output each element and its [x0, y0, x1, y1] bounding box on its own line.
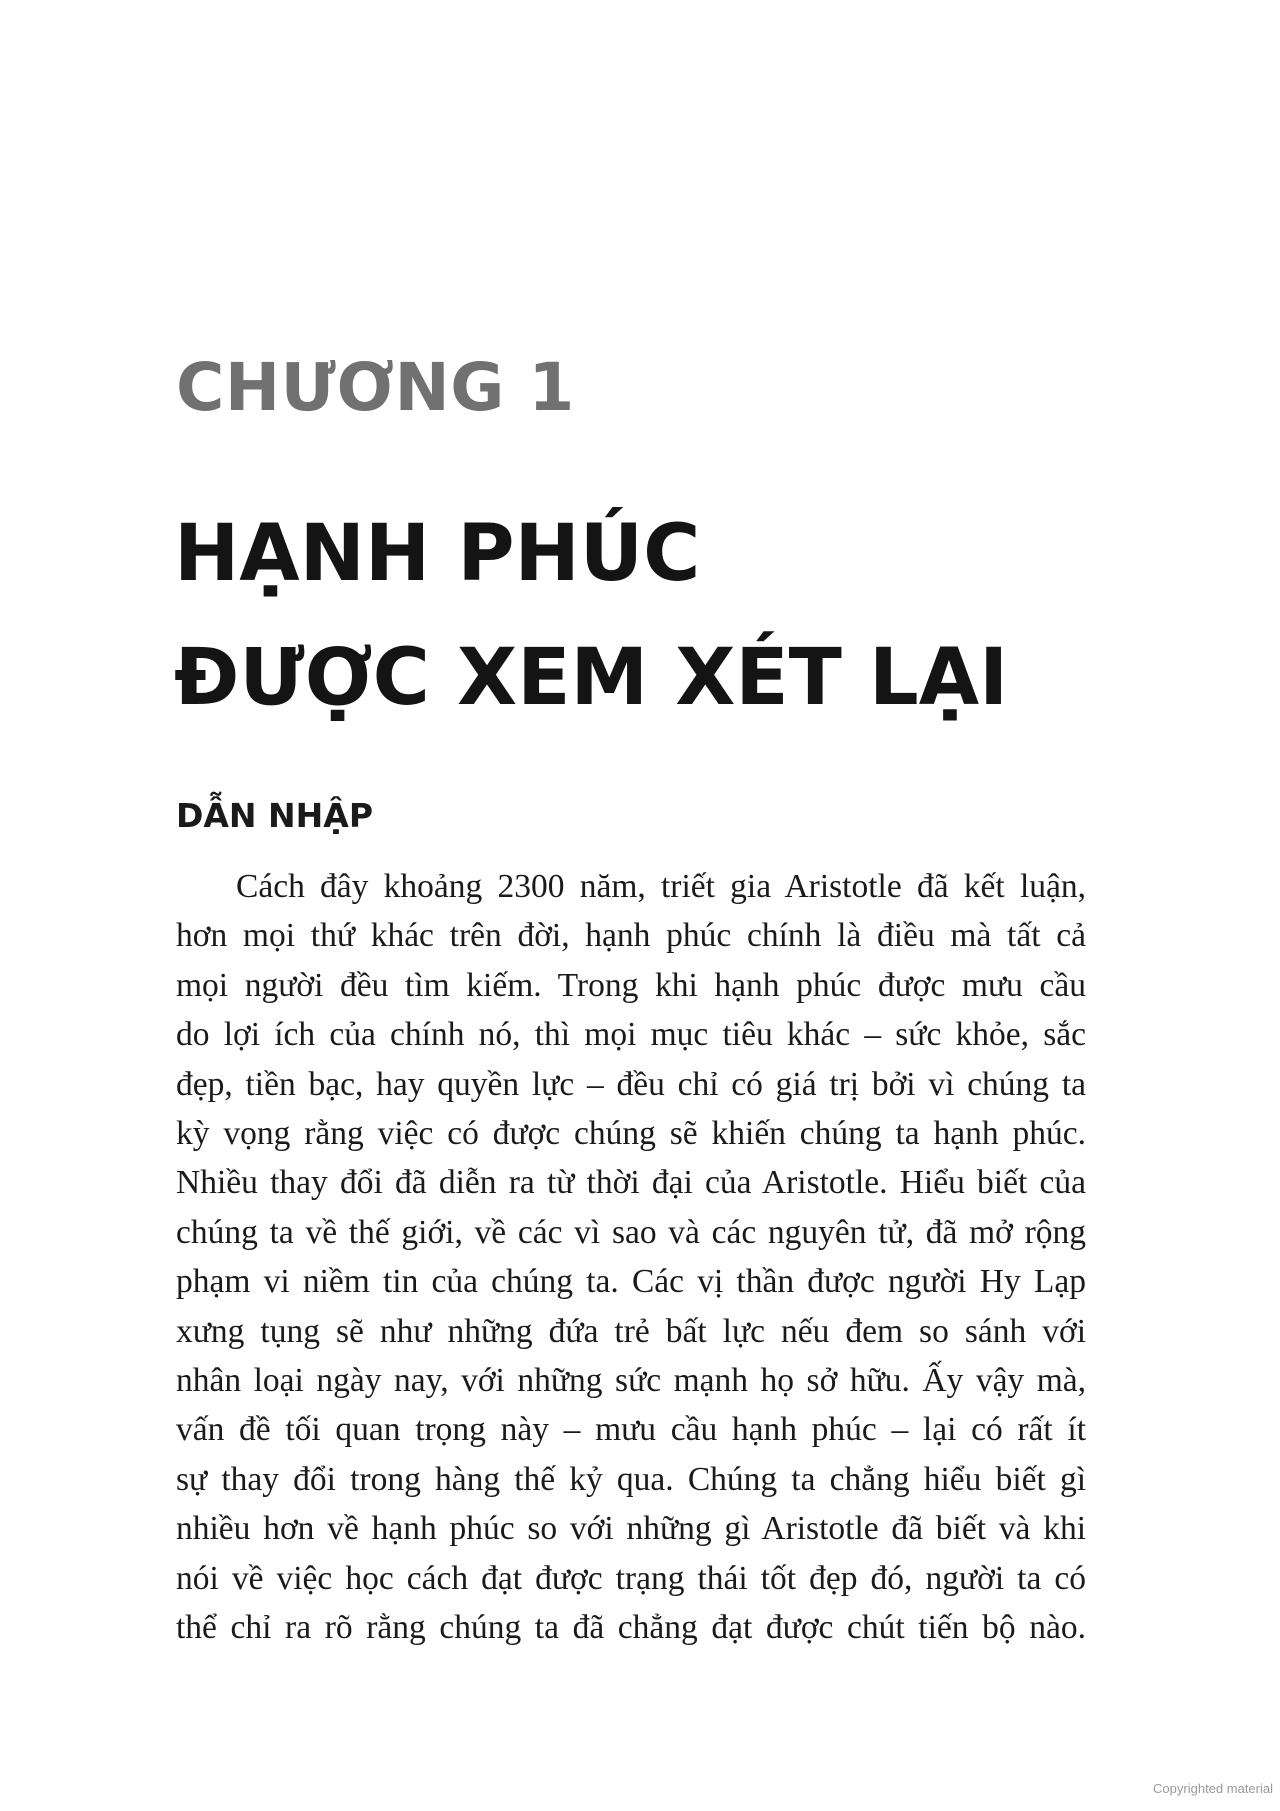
chapter-label: CHƯƠNG 1 [176, 349, 575, 426]
text-line: hơn mọi thứ khác trên đời, hạnh phúc chính là điều mà tất cả [176, 917, 1086, 955]
chapter-title-line: ĐƯỢC XEM XÉT LẠI [174, 633, 1009, 723]
text-line: vấn đề tối quan trọng này – mưu cầu hạnh phúc – lại có rất ít [176, 1411, 1086, 1449]
copyright-notice: Copyrighted material [1153, 1781, 1273, 1796]
text-line: nhiều hơn về hạnh phúc so với những gì Aristotle đã biết và khi [176, 1510, 1086, 1548]
text-line: Nhiều thay đổi đã diễn ra từ thời đại của Aristotle. Hiểu biết của [176, 1164, 1086, 1202]
text-line: sự thay đổi trong hàng thế kỷ qua. Chúng ta chẳng hiểu biết gì [176, 1460, 1086, 1498]
text-line: phạm vi niềm tin của chúng ta. Các vị thần được người Hy Lạp [176, 1263, 1086, 1301]
text-line: mọi người đều tìm kiếm. Trong khi hạnh phúc được mưu cầu [176, 966, 1086, 1004]
chapter-title-line: HẠNH PHÚC [174, 509, 701, 599]
text-line: thể chỉ ra rõ rằng chúng ta đã chẳng đạt được chút tiến bộ nào. [176, 1609, 1086, 1647]
chapter-title [174, 492, 1008, 740]
text-line: Cách đây khoảng 2300 năm, triết gia Aristotle đã kết luận, [236, 868, 1086, 905]
text-line: do lợi ích của chính nó, thì mọi mục tiêu khác – sức khỏe, sắc [176, 1016, 1086, 1054]
section-heading: DẪN NHẬP [176, 796, 374, 835]
text-line: nhân loại ngày nay, với những sức mạnh họ sở hữu. Ấy vậy mà, [176, 1362, 1086, 1400]
body-paragraph [176, 862, 1086, 1653]
text-line: đẹp, tiền bạc, hay quyền lực – đều chỉ có giá trị bởi vì chúng ta [176, 1065, 1086, 1103]
text-line: xưng tụng sẽ như những đứa trẻ bất lực nếu đem so sánh với [176, 1312, 1086, 1350]
text-line: chúng ta về thế giới, về các vì sao và các nguyên tử, đã mở rộng [176, 1213, 1086, 1251]
text-line: kỳ vọng rằng việc có được chúng sẽ khiến chúng ta hạnh phúc. [176, 1115, 1086, 1153]
text-line: nói về việc học cách đạt được trạng thái tốt đẹp đó, người ta có [176, 1559, 1086, 1597]
